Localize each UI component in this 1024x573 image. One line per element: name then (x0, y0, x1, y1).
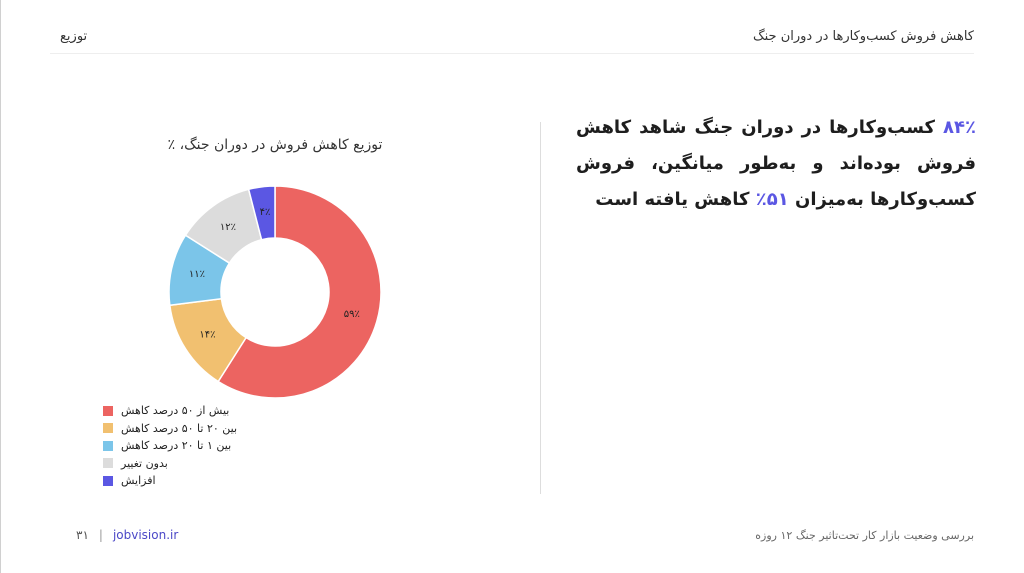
legend-swatch (103, 441, 113, 451)
legend-swatch (103, 476, 113, 486)
legend-swatch (103, 423, 113, 433)
chart-title: توزیع کاهش فروش در دوران جنگ، ٪ (167, 137, 383, 153)
legend-item (103, 420, 237, 438)
headline (576, 110, 976, 218)
legend-label: بین ۱ تا ۲۰ درصد کاهش (121, 439, 232, 453)
donut-chart (165, 182, 385, 402)
legend-label: بیش از ۵۰ درصد کاهش (121, 404, 230, 418)
vertical-divider (540, 122, 541, 494)
legend-item (103, 437, 237, 455)
legend-label: بین ۲۰ تا ۵۰ درصد کاهش (121, 421, 238, 435)
page-number: ۳۱ (76, 528, 89, 542)
donut-slice-label: ۴٪ (259, 207, 271, 219)
headline-stat-average: ۵۱٪ (755, 189, 789, 210)
frame-edge (0, 0, 1, 573)
donut-slice-label: ۱۴٪ (199, 329, 216, 341)
donut-slice-label: ۱۱٪ (188, 269, 205, 281)
page-header-title: کاهش فروش کسب‌وکارها در دوران جنگ (752, 29, 974, 44)
headline-text-part1: کسب‌وکارها در دوران جنگ شاهد کاهش فروش بوده‌اند و به‌طور میانگین، فروش کسب‌وکارها به‌میزان (576, 117, 976, 210)
legend-label: بدون تغییر (121, 456, 168, 470)
chart-legend (103, 402, 237, 490)
donut-slice-label: ۵۹٪ (343, 308, 360, 320)
legend-item (103, 455, 237, 473)
legend-item (103, 472, 237, 490)
site-link[interactable]: jobvision.ir (112, 528, 179, 542)
section-label: توزیع (60, 29, 88, 44)
footer-meta (76, 528, 178, 542)
legend-label: افزایش (121, 474, 156, 488)
header-divider (50, 53, 974, 54)
headline-stat-share: ۸۴٪ (943, 117, 976, 138)
legend-swatch (103, 458, 113, 468)
legend-item (103, 402, 237, 420)
headline-text-part2: کاهش یافته است (595, 189, 756, 210)
footer-report-title: بررسی وضعیت بازار کار تحت‌تاثیر جنگ ۱۲ روزه (755, 529, 974, 542)
donut-slice-label: ۱۲٪ (219, 221, 237, 233)
legend-swatch (103, 406, 113, 416)
footer-separator: | (98, 528, 103, 542)
